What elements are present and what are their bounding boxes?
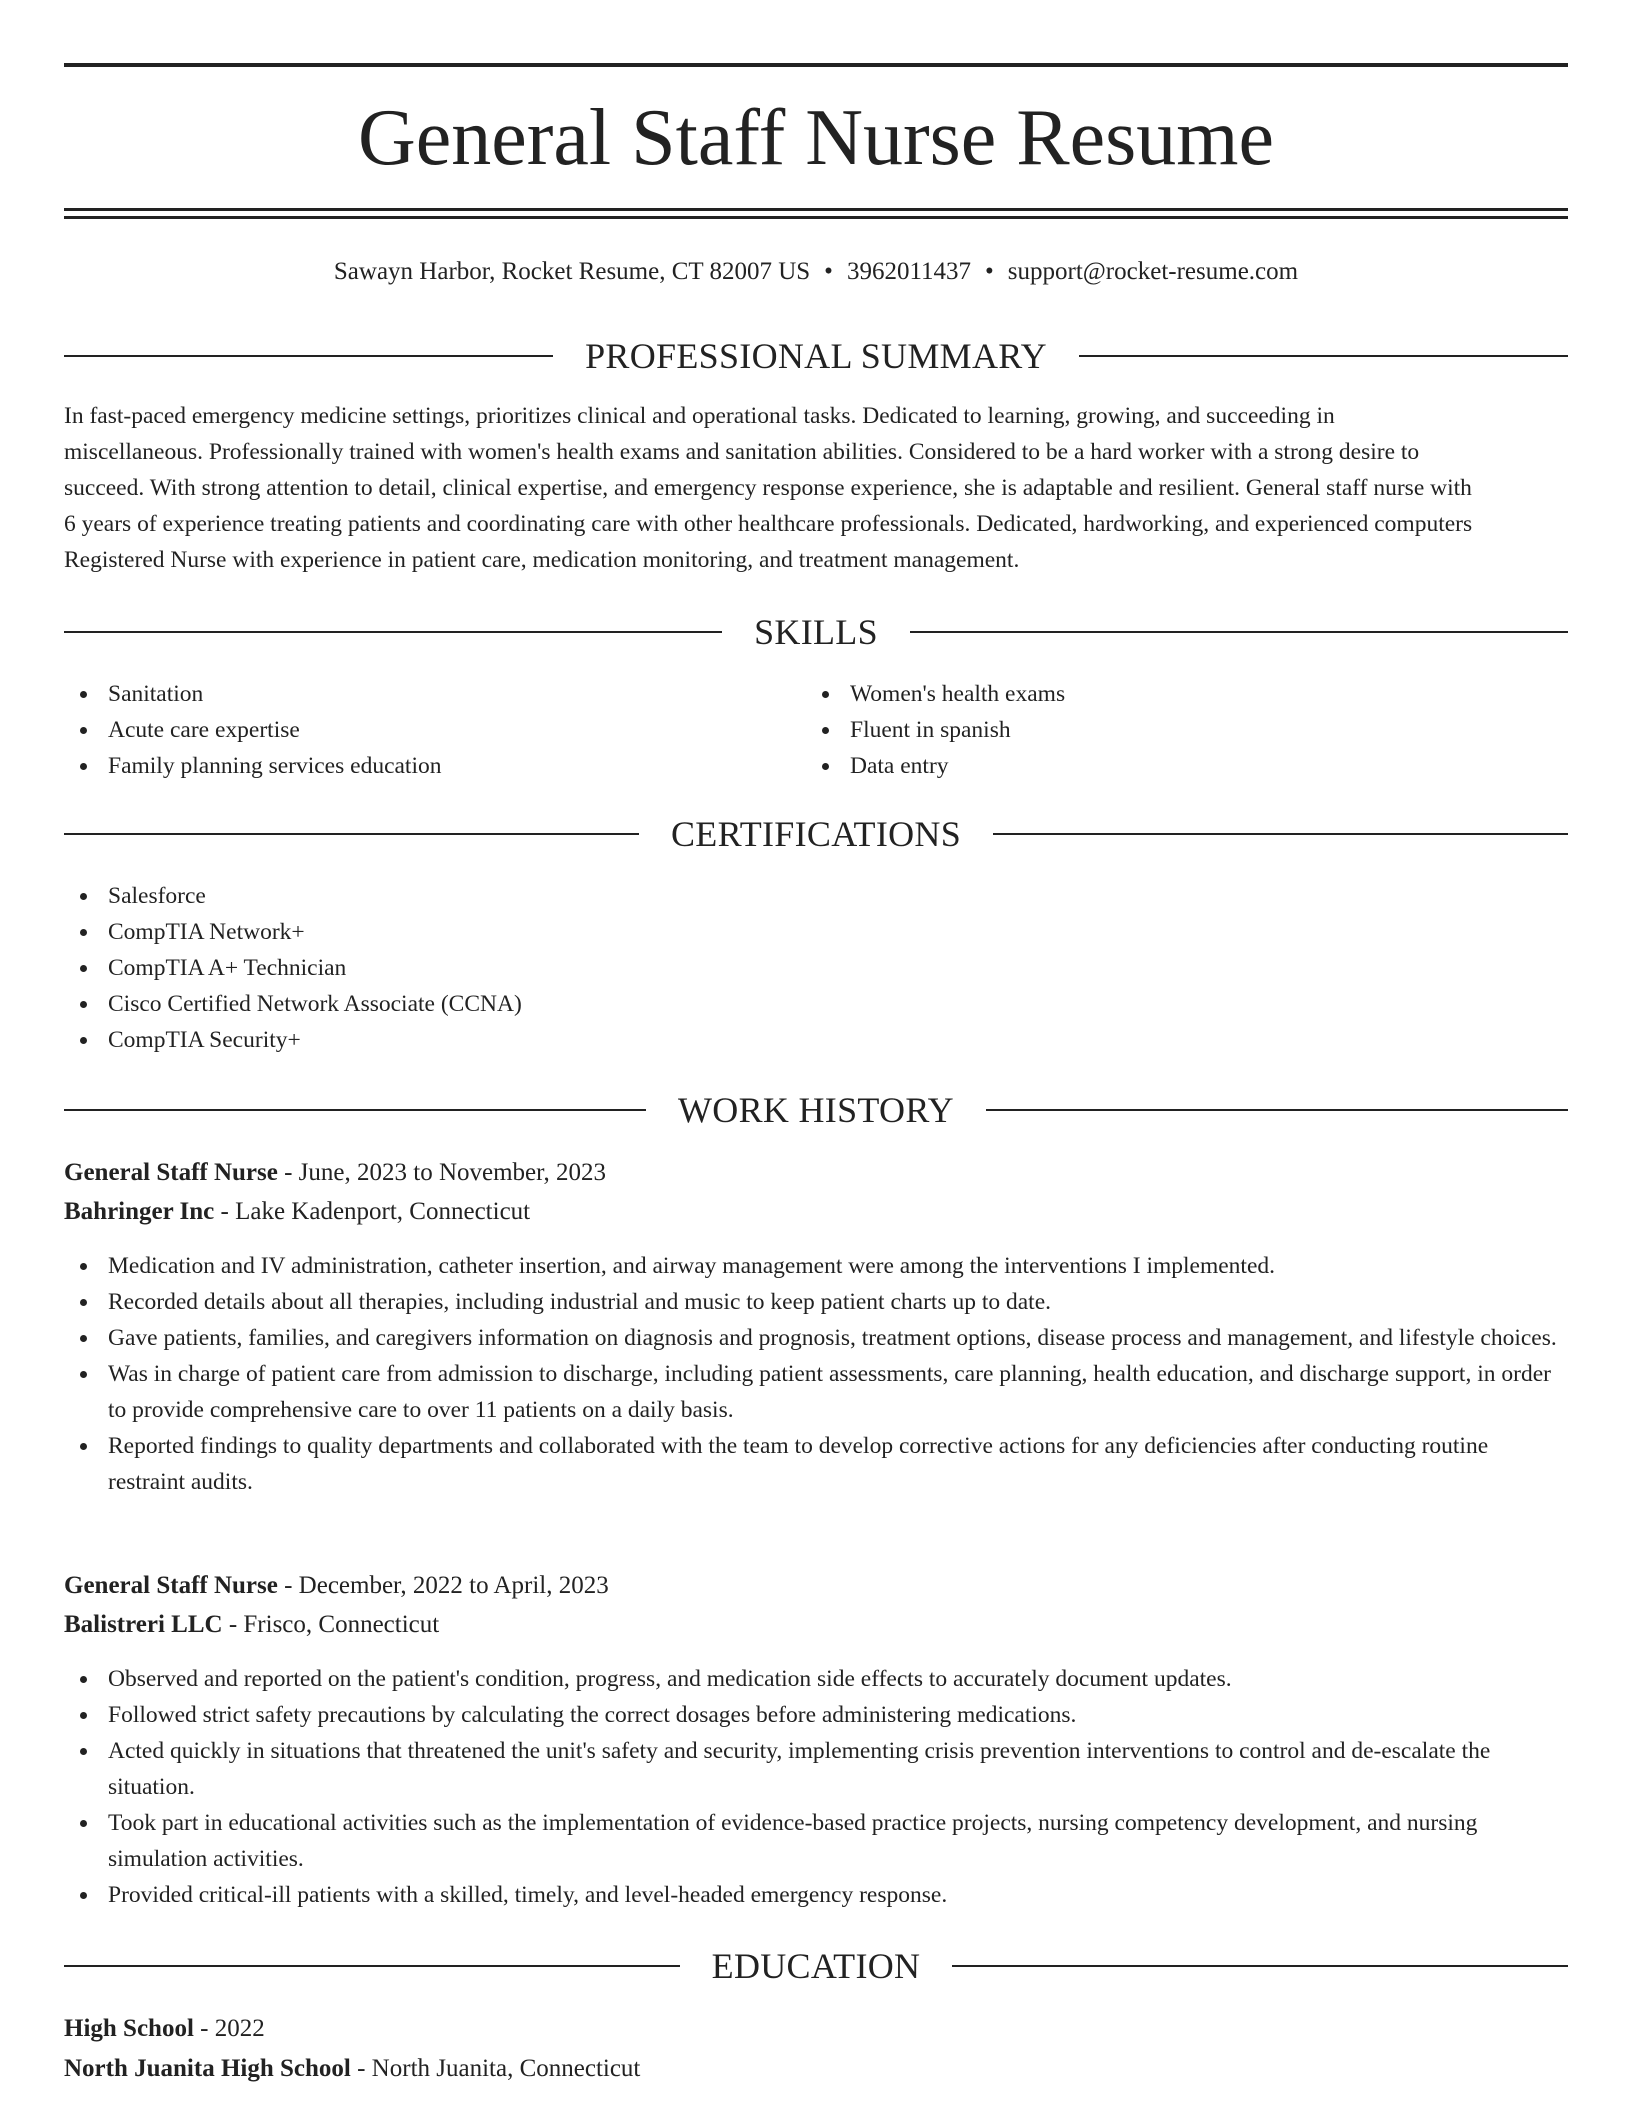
job-location: - Frisco, Connecticut [222,1611,440,1638]
certification-item: Cisco Certified Network Associate (CCNA) [64,986,1568,1022]
job-title: General Staff Nurse [64,1572,278,1599]
contact-separator: • [824,258,833,285]
contact-line [64,254,1568,290]
title-double-rule-lower [64,216,1568,219]
summary-heading-label: PROFESSIONAL SUMMARY [585,336,1047,376]
job-company: Bahringer Inc [64,1198,215,1225]
job-duty-item: Was in charge of patient care from admission to discharge, including patient assessments, care planning, health education, and discharge support, in order to provide comprehensive care to over 11 patients on a daily basis. [64,1356,1568,1428]
summary-line: In fast-paced emergency medicine settings, prioritizes clinical and operational tasks. Dedicated to learning, growing, and succeeding in [64,403,1335,429]
certification-item: CompTIA Security+ [64,1022,1568,1058]
certification-item: CompTIA Network+ [64,914,1568,950]
job-duties-list [64,1248,1568,1500]
skill-item: Women's health exams [806,676,1566,712]
job-company-line [64,1606,1568,1644]
job-duty-item: Gave patients, families, and caregivers information on diagnosis and prognosis, treatment options, disease process and management, and lifestyle choices. [64,1320,1568,1356]
summary-line: Registered Nurse with experience in patient care, medication monitoring, and treatment management. [64,547,1020,573]
skills-heading-label: SKILLS [754,612,878,652]
heading-rule-left [64,833,639,835]
job-title-line [64,1567,1568,1605]
job-duty-item: Provided critical-ill patients with a skilled, timely, and level-headed emergency response. [64,1877,1568,1913]
skill-item: Family planning services education [64,748,804,784]
heading-rule-right [986,1109,1568,1111]
skill-item: Data entry [806,748,1566,784]
job-duty-item: Recorded details about all therapies, including industrial and music to keep patient charts up to date. [64,1284,1568,1320]
work-history-heading-label: WORK HISTORY [678,1090,954,1130]
certification-item: CompTIA A+ Technician [64,950,1568,986]
summary-heading [64,334,1568,378]
certifications-heading [64,812,1568,856]
job-duty-item: Medication and IV administration, catheter insertion, and airway management were among the interventions I implemented. [64,1248,1568,1284]
summary-line: miscellaneous. Professionally trained with women's health exams and sanitation abilities. Considered to be a hard worker with a strong desire to [64,439,1420,465]
job-duties-list [64,1661,1568,1913]
job-company: Balistreri LLC [64,1611,223,1638]
job-location: - Lake Kadenport, Connecticut [214,1198,531,1225]
resume-title: General Staff Nurse Resume [357,94,1274,182]
job-duty-item: Took part in educational activities such as the implementation of evidence-based practice projects, nursing competency development, and nursing simulation activities. [64,1805,1568,1877]
skill-item: Acute care expertise [64,712,804,748]
contact-separator: • [985,258,994,285]
summary-line: 6 years of experience treating patients and coordinating care with other healthcare professionals. Dedicated, hardworking, and experienced computers [64,511,1473,537]
heading-rule-left [64,1965,680,1967]
title-double-rule-upper [64,208,1568,211]
education-degree: High School [64,2015,194,2042]
job-duty-item: Followed strict safety precautions by calculating the correct dosages before administering medications. [64,1697,1568,1733]
contact-address: Sawayn Harbor, Rocket Resume, CT 82007 US [333,258,811,285]
job-title-line [64,1154,1568,1192]
job-dates: - December, 2022 to April, 2023 [277,1572,609,1599]
job-title: General Staff Nurse [64,1159,278,1186]
education-heading [64,1944,1568,1988]
education-year: - 2022 [193,2015,265,2042]
education-degree-line [64,2010,1568,2048]
contact-email: support@rocket-resume.com [1007,258,1299,285]
job-duty-item: Observed and reported on the patient's condition, progress, and medication side effects to accurately document updates. [64,1661,1568,1697]
work-history-heading [64,1088,1568,1132]
skills-list-left [64,676,804,784]
skill-item: Sanitation [64,676,804,712]
education-school-line [64,2050,1568,2088]
job-duty-item: Acted quickly in situations that threatened the unit's safety and security, implementing crisis prevention interventions to control and de-escalate the situation. [64,1733,1568,1805]
summary-text [64,398,1568,578]
skills-list-right [806,676,1566,784]
heading-rule-right [993,833,1568,835]
education-school: North Juanita High School [64,2055,351,2082]
contact-phone: 3962011437 [846,258,972,285]
certification-item: Salesforce [64,878,1568,914]
job-dates: - June, 2023 to November, 2023 [277,1159,606,1186]
education-location: - North Juanita, Connecticut [350,2055,641,2082]
heading-rule-right [910,631,1568,633]
certifications-heading-label: CERTIFICATIONS [670,814,962,854]
job-duty-item: Reported findings to quality departments and collaborated with the team to develop corrective actions for any deficiencies after conducting routine restraint audits. [64,1428,1568,1500]
heading-rule-left [64,631,722,633]
top-rule [64,63,1568,67]
education-heading-label: EDUCATION [711,1946,921,1986]
job-company-line [64,1193,1568,1231]
certifications-list [64,878,1568,1058]
heading-rule-right [952,1965,1568,1967]
heading-rule-left [64,1109,646,1111]
skill-item: Fluent in spanish [806,712,1566,748]
skills-heading [64,610,1568,654]
heading-rule-left [64,355,553,357]
summary-line: succeed. With strong attention to detail, clinical expertise, and emergency response experience, she is adaptable and resilient. General staff nurse with [64,475,1472,501]
heading-rule-right [1079,355,1568,357]
